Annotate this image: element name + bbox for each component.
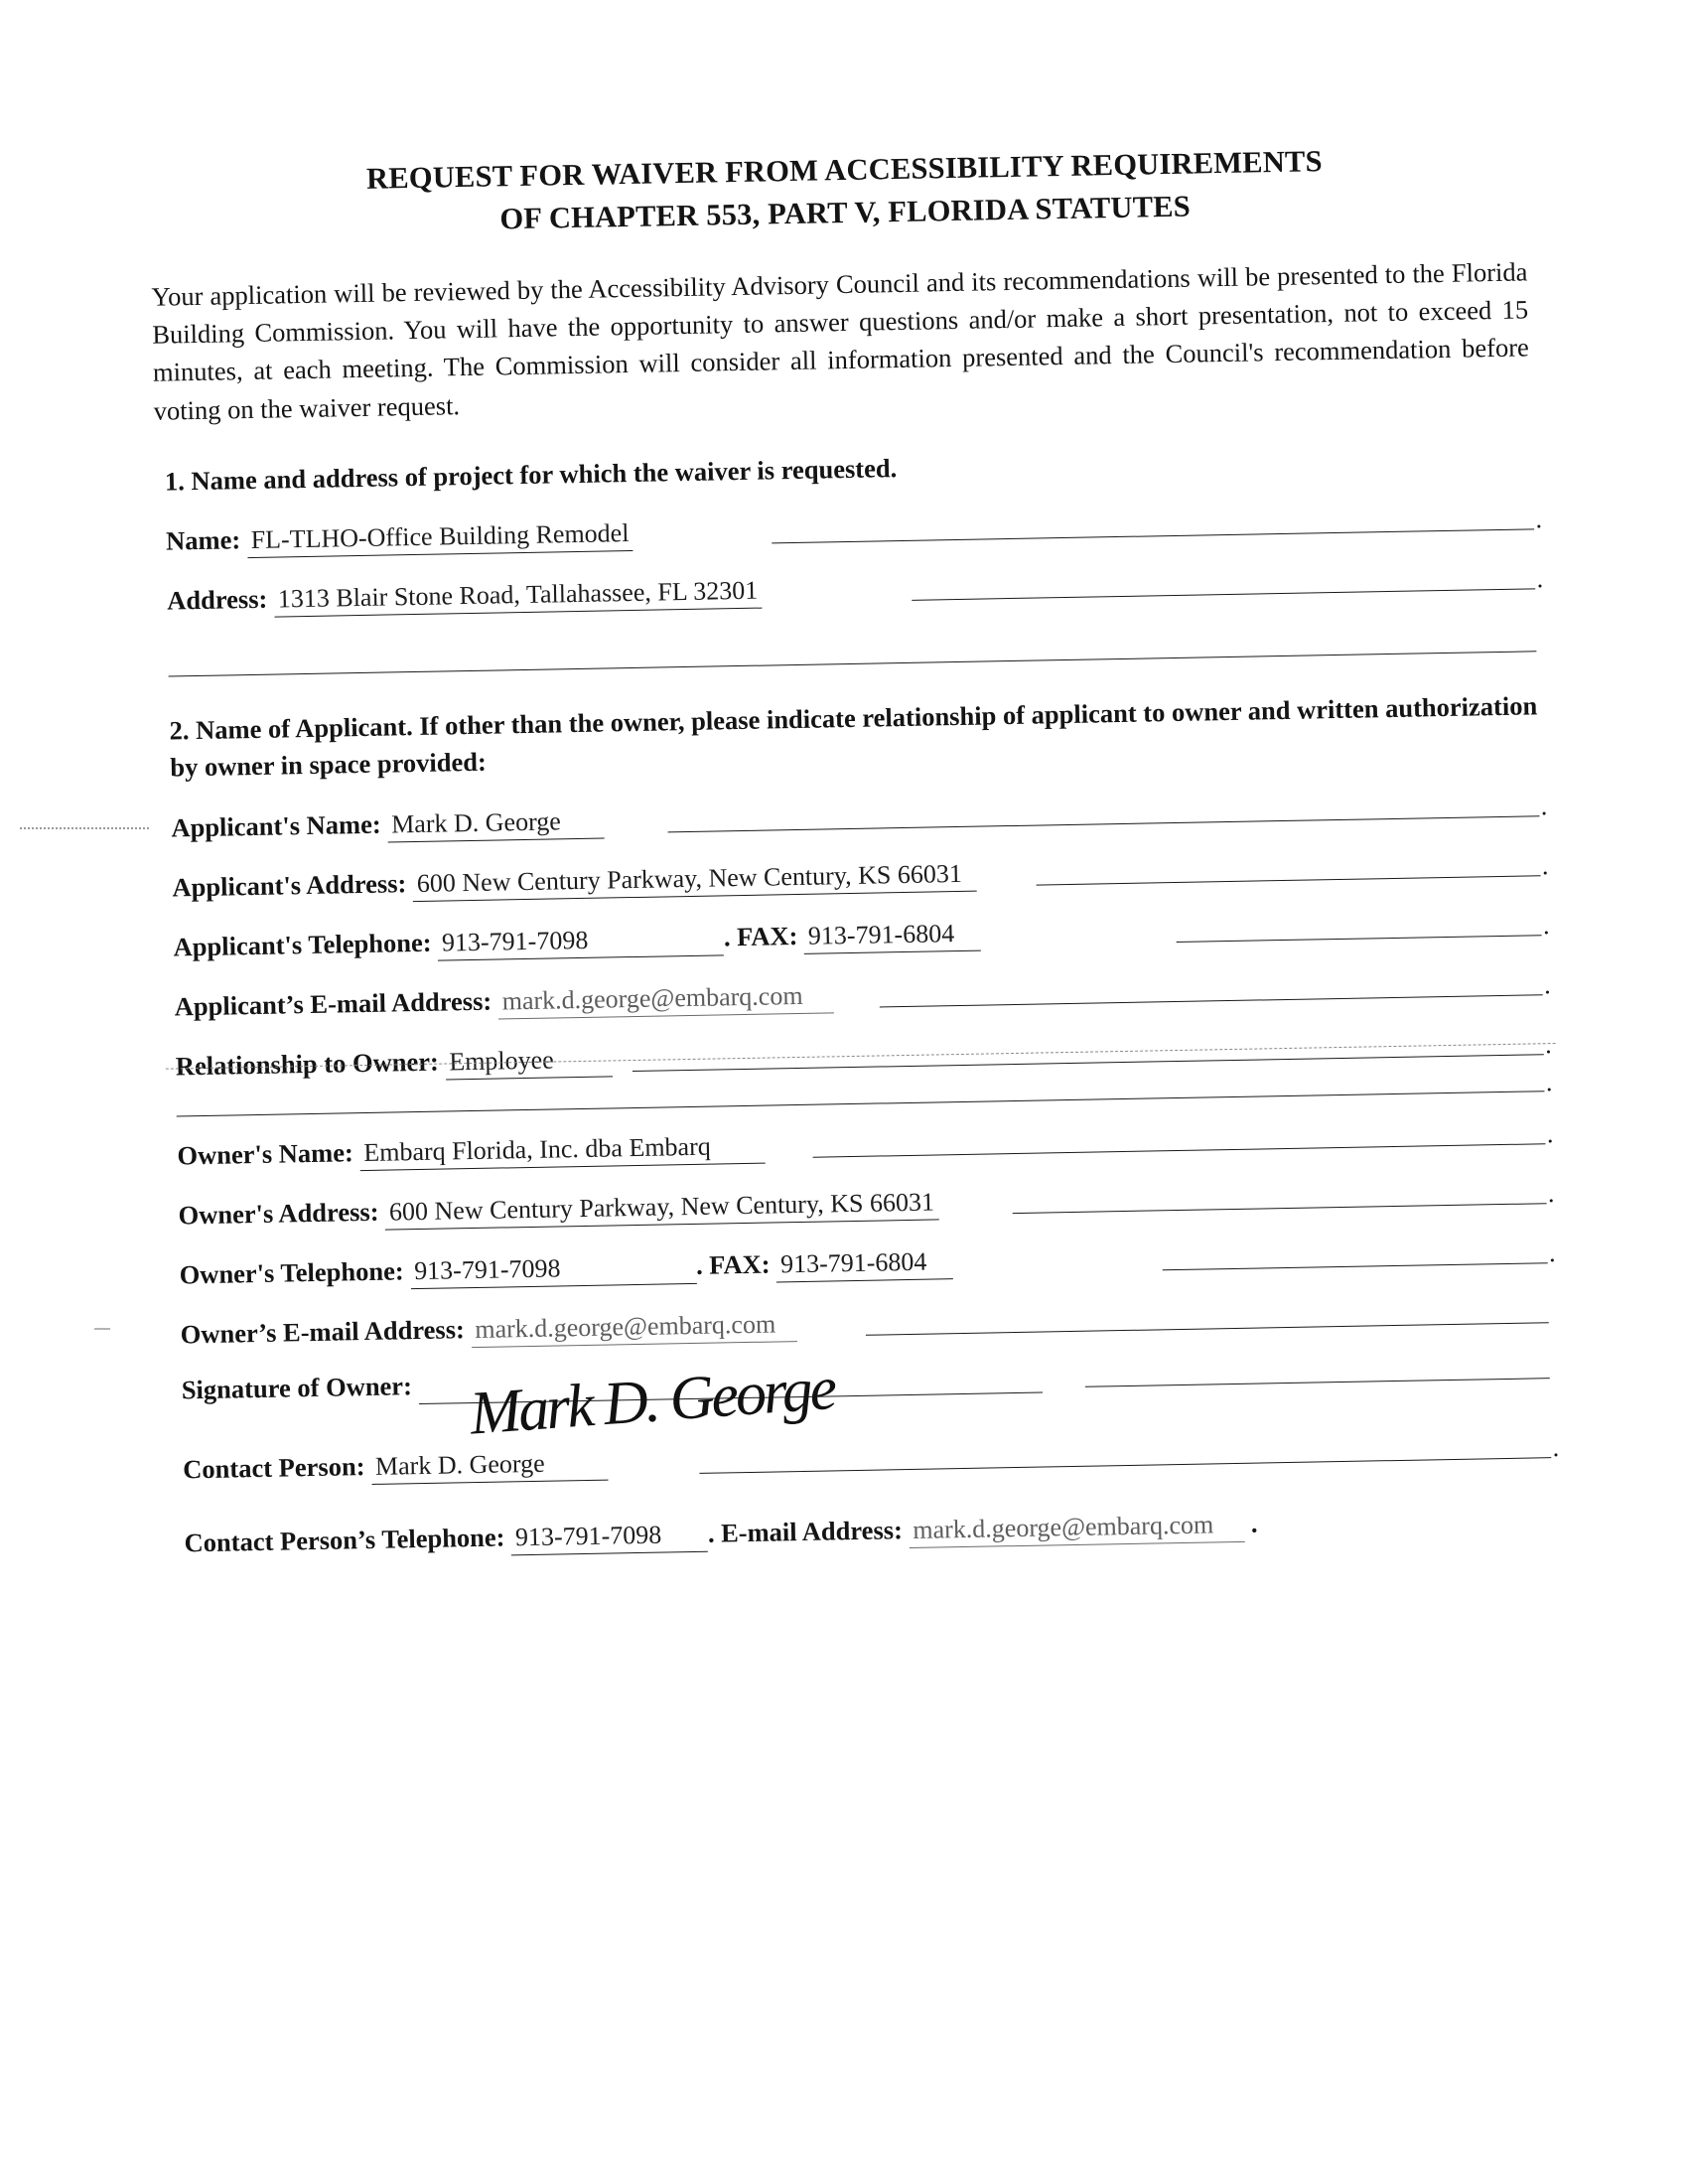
field-contact-email-label: E-mail Address	[720, 1514, 895, 1548]
field-period: .	[1545, 1067, 1553, 1096]
field-applicant-telephone-value[interactable]: 913-791-7098	[438, 923, 725, 960]
colon: :	[761, 1248, 771, 1279]
title-line-2: OF CHAPTER 553, PART V, FLORIDA STATUTES	[499, 189, 1192, 236]
field-contact-telephone-label: Contact Person’s Telephone	[184, 1522, 496, 1557]
field-owner-address	[168, 1175, 1558, 1235]
field-applicant-fax-label: FAX	[736, 920, 789, 951]
field-applicant-email-label: Applicant’s E-mail Address	[174, 985, 484, 1022]
field-applicant-name-label: Applicant's Name	[171, 808, 373, 843]
period-separator: .	[723, 921, 731, 951]
field-applicant-address	[162, 847, 1552, 907]
field-signature-label: Signature of Owner	[181, 1370, 404, 1404]
field-owner-name-value[interactable]: Embarq Florida, Inc. dba Embarq	[359, 1130, 766, 1170]
field-owner-name	[167, 1115, 1557, 1175]
field-applicant-telephone-label: Applicant's Telephone	[173, 927, 423, 962]
field-project-name	[156, 501, 1546, 560]
colon: :	[455, 1313, 466, 1344]
colon: :	[483, 985, 492, 1016]
field-rule	[813, 1143, 1546, 1158]
field-applicant-telephone	[163, 907, 1553, 966]
field-owner-address-label: Owner's Address	[178, 1196, 370, 1231]
field-applicant-name	[161, 788, 1551, 847]
colon: :	[369, 1196, 379, 1227]
field-period: .	[1547, 1178, 1555, 1208]
blank-continuation-line	[158, 628, 1548, 683]
field-period: .	[1544, 1029, 1552, 1059]
field-rule	[1037, 875, 1541, 885]
colon: :	[231, 524, 241, 555]
section-1-heading: 1. Name and address of project for which the waiver is requested.	[164, 453, 898, 497]
field-contact-telephone-value[interactable]: 913-791-7098	[511, 1519, 709, 1555]
page-title	[149, 136, 1540, 247]
colon: :	[344, 1136, 354, 1167]
period-separator: .	[707, 1518, 715, 1548]
field-rule	[866, 1322, 1549, 1336]
blank-rule	[177, 1091, 1545, 1116]
colon: :	[893, 1514, 904, 1544]
field-period: .	[1541, 850, 1549, 880]
field-period: .	[1540, 791, 1548, 820]
title-line-1: REQUEST FOR WAIVER FROM ACCESSIBILITY REQUIREMENTS	[365, 144, 1324, 196]
period-separator: .	[695, 1249, 703, 1280]
field-rule	[912, 589, 1535, 602]
field-rule	[880, 994, 1543, 1007]
field-rule	[772, 529, 1534, 544]
colon: :	[788, 920, 798, 950]
field-rule	[668, 815, 1540, 832]
field-period: .	[1543, 969, 1551, 999]
field-owner-fax-label: FAX	[708, 1248, 762, 1280]
field-applicant-fax-value[interactable]: 913-791-6804	[804, 918, 982, 953]
colon: :	[397, 867, 407, 898]
field-rule	[1163, 1262, 1548, 1270]
field-owner-fax-value[interactable]: 913-791-6804	[776, 1246, 954, 1282]
field-period: .	[1542, 910, 1550, 940]
field-contact-person-label: Contact Person	[182, 1450, 356, 1484]
colon: :	[371, 808, 381, 839]
colon: :	[422, 927, 432, 957]
scan-artifact-line	[20, 827, 149, 829]
field-applicant-name-value[interactable]: Mark D. George	[387, 805, 605, 842]
field-project-name-label: Name	[165, 524, 232, 556]
field-owner-email-value[interactable]: mark.d.george@embarq.com	[471, 1309, 797, 1348]
field-contact-email-value[interactable]: mark.d.george@embarq.com	[909, 1509, 1245, 1547]
field-owner-address-value[interactable]: 600 New Century Parkway, New Century, KS 66031	[385, 1187, 939, 1230]
field-owner-email	[170, 1294, 1560, 1354]
colon: :	[258, 584, 268, 615]
field-period: .	[1536, 564, 1544, 594]
field-relationship-label: Relationship to Owner	[175, 1046, 431, 1082]
field-period: .	[1535, 505, 1543, 534]
colon: :	[355, 1450, 365, 1481]
field-applicant-address-label: Applicant's Address	[172, 867, 398, 903]
field-owner-email-label: Owner’s E-mail Address	[180, 1313, 457, 1350]
colon: :	[429, 1046, 440, 1077]
field-period: .	[1552, 1432, 1560, 1462]
field-applicant-address-value[interactable]: 600 New Century Parkway, New Century, KS 66031	[413, 858, 978, 901]
colon: :	[402, 1370, 413, 1400]
field-period: .	[1548, 1238, 1556, 1267]
field-project-name-value[interactable]: FL-TLHO-Office Building Remodel	[246, 518, 633, 558]
field-project-address-label: Address	[166, 584, 259, 616]
field-applicant-email	[164, 966, 1554, 1026]
colon: :	[495, 1522, 505, 1552]
field-relationship-value[interactable]: Employee	[445, 1044, 613, 1080]
field-period: .	[1546, 1118, 1554, 1148]
handwritten-signature: Mark D. George	[468, 1354, 837, 1448]
colon: :	[394, 1254, 404, 1286]
field-owner-telephone-value[interactable]: 913-791-7098	[410, 1250, 697, 1288]
field-rule	[1177, 935, 1542, 943]
blank-rule	[169, 652, 1537, 677]
field-owner-telephone-label: Owner's Telephone	[179, 1255, 396, 1290]
field-project-address-value[interactable]: 1313 Blair Stone Road, Tallahassee, FL 32301	[274, 576, 763, 618]
field-project-address	[157, 560, 1547, 620]
field-owner-name-label: Owner's Name	[177, 1136, 346, 1171]
field-relationship-to-owner	[166, 1026, 1556, 1086]
field-applicant-email-value[interactable]: mark.d.george@embarq.com	[497, 980, 834, 1019]
field-contact-telephone-email	[174, 1503, 1564, 1562]
scan-artifact-tick	[94, 1328, 110, 1330]
form-body	[149, 136, 1565, 1561]
field-rule	[1013, 1203, 1547, 1214]
intro-paragraph: Your application will be reviewed by the Accessibility Advisory Council and its recommendations will be presented to the Florida Building Commission. You will have the opportunity to answer questions and/or make a short presentation, not to exceed 15 minutes, at each meeting. The Commission will consider all information presented and the Council's recommendation before voting on the waiver request.	[151, 256, 1530, 426]
section-2-heading: 2. Name of Applicant. If other than the owner, please indicate relationship of applicant to owner and written authorization by owner in space provided:	[169, 690, 1538, 784]
field-owner-telephone	[169, 1235, 1559, 1294]
field-contact-person-value[interactable]: Mark D. George	[371, 1447, 609, 1484]
field-period: .	[1250, 1508, 1258, 1538]
